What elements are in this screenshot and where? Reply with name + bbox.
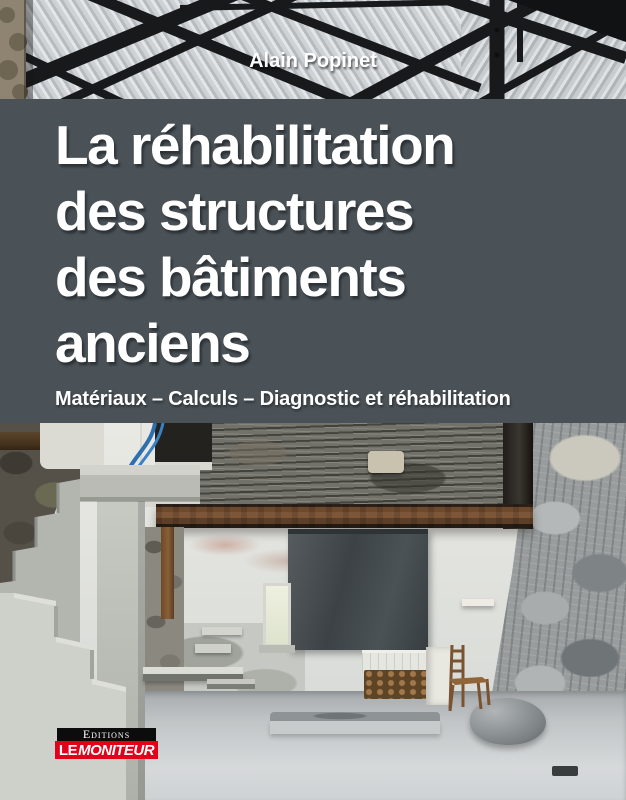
title-line: des structures [55, 180, 414, 242]
author-name: Alain Popinet [249, 50, 377, 72]
publisher-logo [55, 728, 158, 759]
publisher-name [55, 741, 158, 759]
title-band [0, 99, 626, 423]
roof-photo [0, 0, 626, 99]
publisher-imprint: Editions [57, 728, 156, 741]
title-line: des bâtiments [55, 246, 406, 308]
publisher-name-rest: MONITEUR [78, 741, 155, 759]
book-subtitle: Matériaux – Calculs – Diagnostic et réhabilitation [55, 388, 511, 410]
title-line: anciens [55, 312, 250, 374]
interior-photo [0, 423, 626, 800]
publisher-name-lead: LE [58, 741, 78, 759]
title-line: La réhabilitation [55, 114, 455, 176]
book-title [55, 112, 606, 376]
